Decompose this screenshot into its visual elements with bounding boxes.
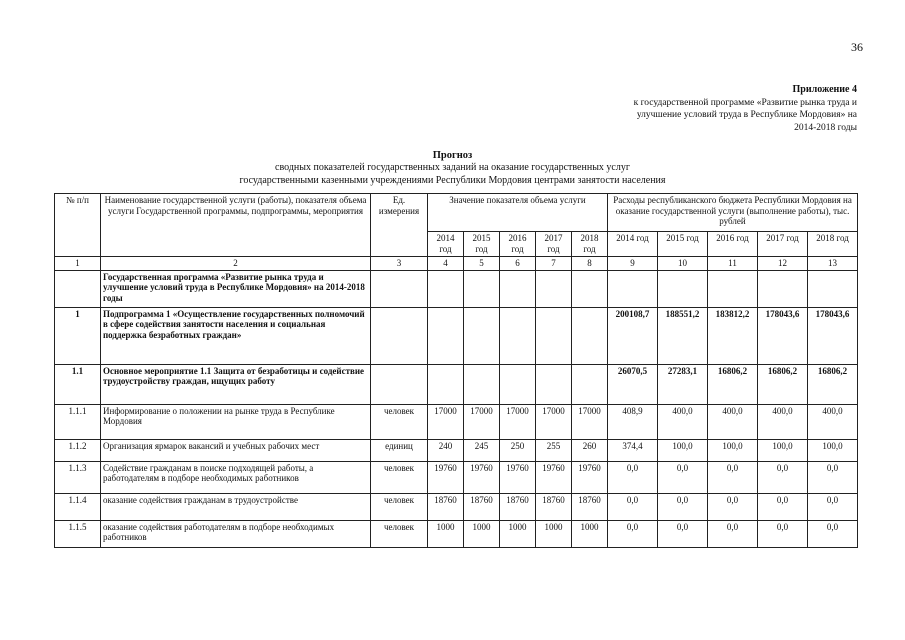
column-number: 10 [658,257,708,271]
volume-value: 19760 [428,461,464,493]
volume-value [464,364,500,404]
expense-value: 178043,6 [808,307,858,364]
expense-value [708,270,758,307]
volume-value: 18760 [464,493,500,520]
volume-value: 255 [536,439,572,461]
expense-value: 27283,1 [658,364,708,404]
volume-value [428,364,464,404]
expense-value: 0,0 [808,493,858,520]
table-row [55,307,858,364]
expense-value: 400,0 [708,404,758,439]
row-unit: человек [371,493,428,520]
row-number: 1.1.3 [55,461,101,493]
header-unit: Ед. измерения [371,194,428,257]
expense-value [608,270,658,307]
header-volume-year: 2018 год [572,232,608,257]
expense-value: 400,0 [758,404,808,439]
expense-value: 0,0 [658,520,708,547]
column-number: 2 [101,257,371,271]
expense-value: 0,0 [658,461,708,493]
row-number: 1.1.1 [55,404,101,439]
row-name: Информирование о положении на рынке труда в Республике Мордовия [101,404,371,439]
column-number: 11 [708,257,758,271]
column-number: 9 [608,257,658,271]
row-name: Основное мероприятие 1.1 Защита от безработицы и содействие трудоустройству граждан, ищущих работу [101,364,371,404]
volume-value [572,307,608,364]
volume-value: 19760 [572,461,608,493]
row-unit: единиц [371,439,428,461]
header-expense-year: 2018 год [808,232,858,257]
expense-value: 100,0 [758,439,808,461]
expense-value: 0,0 [658,493,708,520]
expense-value: 178043,6 [758,307,808,364]
expense-value: 400,0 [658,404,708,439]
expense-value: 408,9 [608,404,658,439]
table-row [55,404,858,439]
column-number: 5 [464,257,500,271]
row-number: 1.1.4 [55,493,101,520]
volume-value: 1000 [500,520,536,547]
volume-value [536,307,572,364]
expense-value: 0,0 [808,520,858,547]
volume-value [500,307,536,364]
volume-value: 17000 [536,404,572,439]
row-number: 1.1.5 [55,520,101,547]
forecast-table [54,193,858,548]
volume-value: 18760 [428,493,464,520]
table-row [55,364,858,404]
volume-value: 245 [464,439,500,461]
appendix-line: улучшение условий труда в Республике Мордовия» на [636,110,857,120]
volume-value: 240 [428,439,464,461]
expense-value [758,270,808,307]
expense-value: 0,0 [758,461,808,493]
row-name: Организация ярмарок вакансий и учебных рабочих мест [101,439,371,461]
volume-value: 17000 [500,404,536,439]
volume-value: 1000 [536,520,572,547]
volume-value: 1000 [464,520,500,547]
row-number [55,270,101,307]
volume-value: 17000 [428,404,464,439]
row-unit [371,364,428,404]
row-number: 1 [55,307,101,364]
row-name: Подпрограмма 1 «Осуществление государственных полномочий в сфере содействия занятости населения и социальная поддержка безработных граждан» [101,307,371,364]
row-name: оказание содействия работодателям в подборе необходимых работников [101,520,371,547]
expense-value: 0,0 [608,461,658,493]
header-name: Наименование государственной услуги (работы), показателя объема услуги Государственной программы, подпрограммы, мероприятия [101,194,371,257]
table-row [55,493,858,520]
header-volume: Значение показателя объема услуги [428,194,608,232]
volume-value: 17000 [572,404,608,439]
table-row [55,439,858,461]
row-name: Содействие гражданам в поиске подходящей работы, а работодателям в подборе необходимых работников [101,461,371,493]
header-expense-year: 2014 год [608,232,658,257]
expense-value: 16806,2 [808,364,858,404]
expense-value: 16806,2 [708,364,758,404]
volume-value: 18760 [536,493,572,520]
expense-value: 0,0 [608,493,658,520]
column-number: 4 [428,257,464,271]
row-name: оказание содействия гражданам в трудоустройстве [101,493,371,520]
header-expense-year: 2015 год [658,232,708,257]
row-number: 1.1.2 [55,439,101,461]
document-title: Прогноз [432,150,473,161]
appendix-block [557,84,857,134]
row-unit [371,270,428,307]
header-expense-year: 2016 год [708,232,758,257]
volume-value: 18760 [500,493,536,520]
document-subtitle: сводных показателей государственных заданий на оказание государственных услуг [275,162,630,173]
expense-value: 0,0 [808,461,858,493]
page-number: 36 [851,40,863,54]
expense-value: 100,0 [658,439,708,461]
expense-value: 100,0 [708,439,758,461]
header-volume-year: 2017 год [536,232,572,257]
row-unit: человек [371,404,428,439]
volume-value [572,364,608,404]
volume-value [500,270,536,307]
column-number: 8 [572,257,608,271]
expense-value: 0,0 [708,493,758,520]
volume-value: 1000 [428,520,464,547]
volume-value [464,270,500,307]
expense-value: 100,0 [808,439,858,461]
row-unit [371,307,428,364]
document-subtitle: государственными казенными учреждениями Республики Мордовия центрами занятости населения [239,175,666,186]
expense-value: 183812,2 [708,307,758,364]
volume-value: 19760 [536,461,572,493]
header-expenses: Расходы республиканского бюджета Республики Мордовия на оказание государственной услуги (выполнение работы), тыс. рублей [608,194,858,232]
volume-value: 260 [572,439,608,461]
column-number: 13 [808,257,858,271]
expense-value: 374,4 [608,439,658,461]
table-row [55,520,858,547]
expense-value: 200108,7 [608,307,658,364]
column-number: 3 [371,257,428,271]
appendix-line: 2014-2018 годы [794,122,857,133]
column-number: 12 [758,257,808,271]
row-unit: человек [371,461,428,493]
row-name: Государственная программа «Развитие рынка труда и улучшение условий труда в Республике Мордовия» на 2014-2018 годы [101,270,371,307]
expense-value: 0,0 [708,520,758,547]
expense-value: 0,0 [758,520,808,547]
expense-value: 188551,2 [658,307,708,364]
appendix-line: к государственной программе «Развитие рынка труда и [633,97,857,108]
volume-value [464,307,500,364]
row-number: 1.1 [55,364,101,404]
column-number: 6 [500,257,536,271]
volume-value: 1000 [572,520,608,547]
volume-value [500,364,536,404]
expense-value: 26070,5 [608,364,658,404]
expense-value [808,270,858,307]
column-number: 7 [536,257,572,271]
expense-value [658,270,708,307]
volume-value [572,270,608,307]
column-number: 1 [55,257,101,271]
expense-value: 0,0 [758,493,808,520]
volume-value: 250 [500,439,536,461]
table-row [55,270,858,307]
expense-value: 16806,2 [758,364,808,404]
header-volume-year: 2015 год [464,232,500,257]
volume-value [428,307,464,364]
volume-value [428,270,464,307]
expense-value: 0,0 [708,461,758,493]
volume-value: 17000 [464,404,500,439]
expense-value: 400,0 [808,404,858,439]
expense-value: 0,0 [608,520,658,547]
header-volume-year: 2016 год [500,232,536,257]
appendix-title: Приложение 4 [792,84,857,95]
header-num: № п/п [55,194,101,257]
volume-value: 19760 [500,461,536,493]
volume-value: 19760 [464,461,500,493]
volume-value [536,270,572,307]
row-unit: человек [371,520,428,547]
header-volume-year: 2014 год [428,232,464,257]
volume-value [536,364,572,404]
table-row [55,461,858,493]
header-expense-year: 2017 год [758,232,808,257]
volume-value: 18760 [572,493,608,520]
